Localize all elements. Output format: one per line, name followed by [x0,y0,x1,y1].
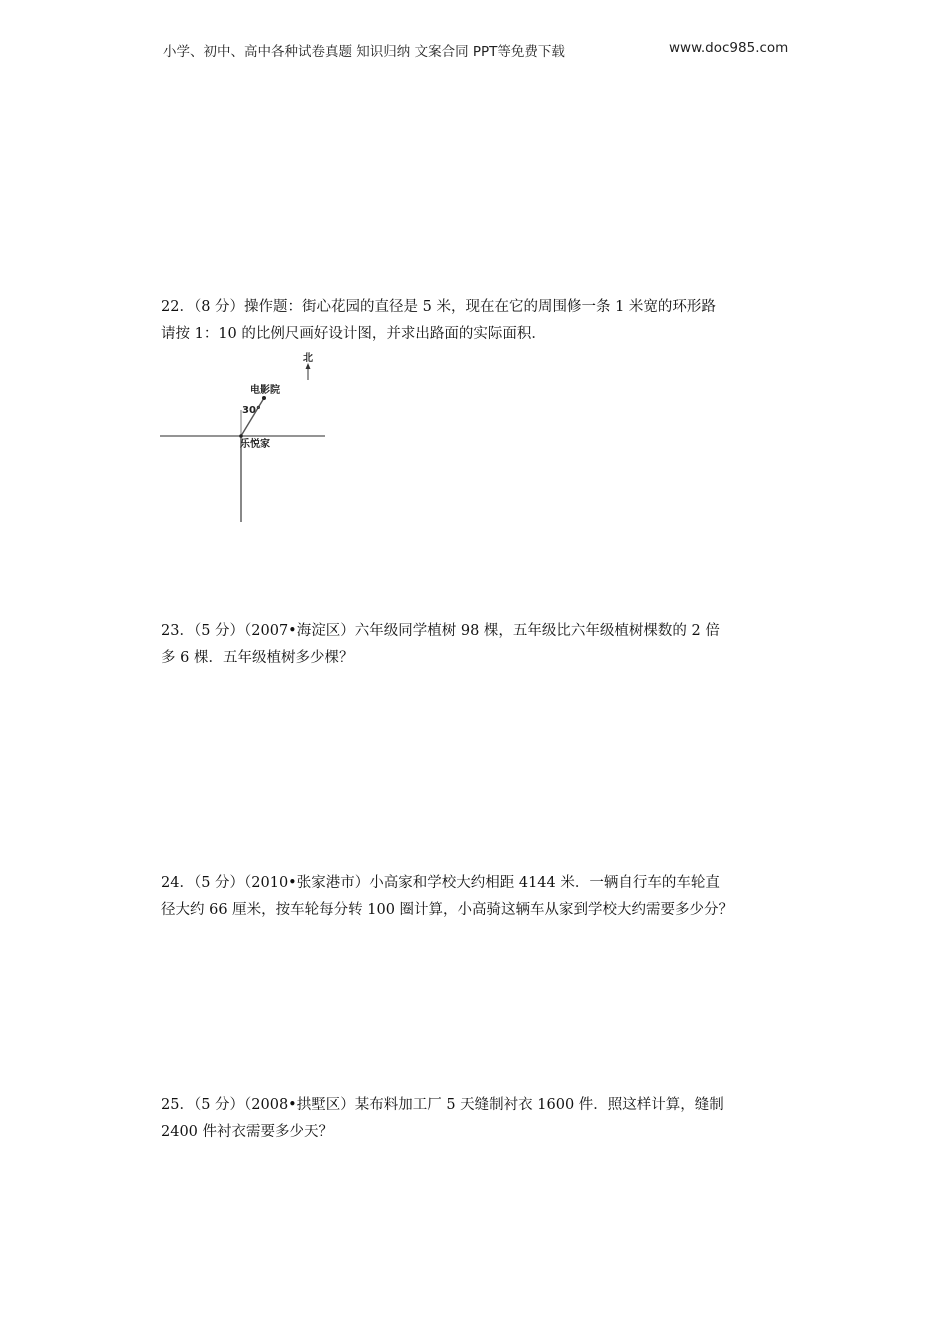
question-25-line-2: 2400 件衬衣需要多少天？ [161,1124,334,1140]
direction-diagram [160,350,330,525]
question-22-line-2: 请按 1：10 的比例尺画好设计图，并求出路面的实际面积． [161,326,546,342]
north-label: 北 [303,353,313,364]
question-25 [161,1092,801,1146]
cinema-point [262,396,266,400]
question-23-line-2: 多 6 棵．五年级植树多少棵？ [161,650,354,666]
page-header [163,40,803,60]
header-text: 小学、初中、高中各种试卷真题 知识归纳 文案合同 PPT等免费下载 [163,44,565,60]
cinema-label: 电影院 [250,385,280,396]
cinema-direction-line [241,398,264,436]
question-22-line-1: 22．（8 分）操作题：街心花园的直径是 5 米，现在在它的周围修一条 1 米宽的环形路 [161,299,716,315]
angle-label: 30° [242,405,261,416]
header-site: www.doc985.com [669,40,789,56]
question-25-line-1: 25．（5 分）（2008•拱墅区）某布料加工厂 5 天缝制衬衣 1600 件．照这样计算，缝制 [161,1097,724,1113]
question-24-line-2: 径大约 66 厘米，按车轮每分转 100 圈计算，小高骑这辆车从家到学校大约需要多少分？ [161,902,734,918]
question-24 [161,870,801,924]
question-23 [161,618,801,672]
question-23-line-1: 23．（5 分）（2007•海淀区）六年级同学植树 98 棵，五年级比六年级植树棵数的 2 倍 [161,623,720,639]
home-label: 乐悦家 [240,439,270,450]
question-22 [161,294,801,348]
question-24-line-1: 24．（5 分）（2010•张家港市）小高家和学校大约相距 4144 米．一辆自行车的车轮直 [161,875,720,891]
home-point [239,434,243,438]
